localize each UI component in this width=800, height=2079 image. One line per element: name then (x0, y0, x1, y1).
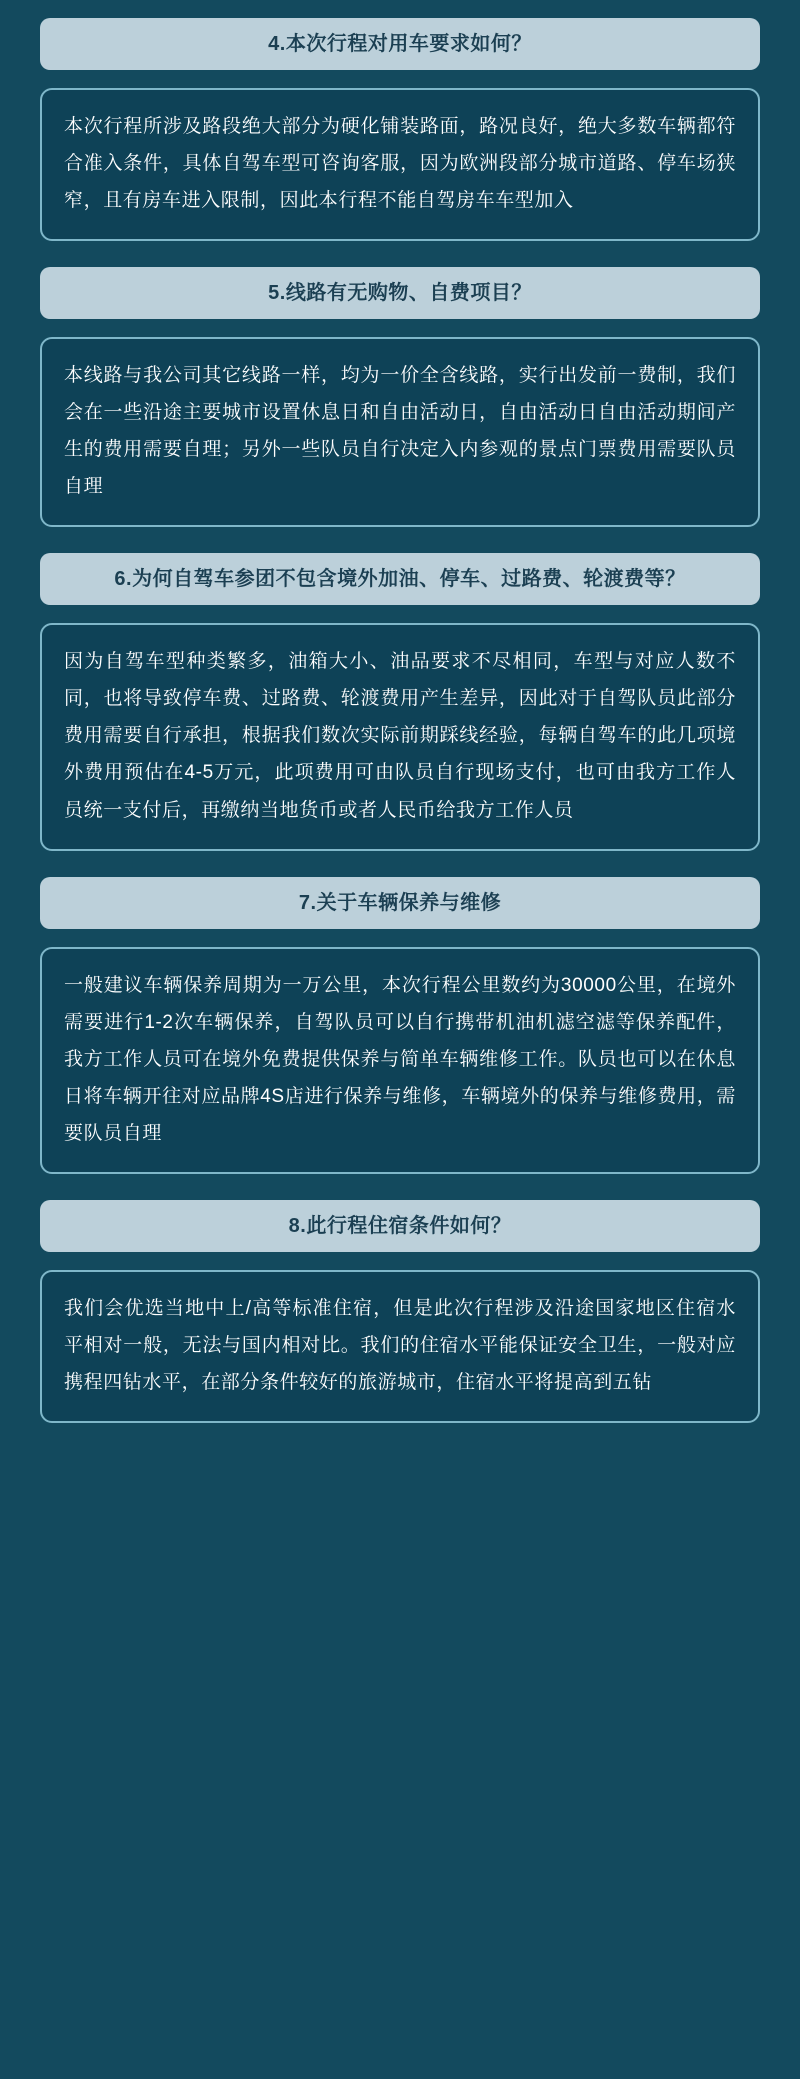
faq-answer: 本次行程所涉及路段绝大部分为硬化铺装路面，路况良好，绝大多数车辆都符合准入条件，具体自驾车型可咨询客服，因为欧洲段部分城市道路、停车场狭窄，且有房车进入限制，因此本行程不能自驾房车车型加入 (40, 88, 760, 241)
faq-question: 5.线路有无购物、自费项目？ (40, 267, 760, 319)
faq-item (40, 1200, 760, 1423)
faq-item (40, 553, 760, 850)
faq-answer: 因为自驾车型种类繁多，油箱大小、油品要求不尽相同，车型与对应人数不同，也将导致停车费、过路费、轮渡费用产生差异，因此对于自驾队员此部分费用需要自行承担，根据我们数次实际前期踩线经验，每辆自驾车的此几项境外费用预估在4-5万元，此项费用可由队员自行现场支付，也可由我方工作人员统一支付后，再缴纳当地货币或者人民币给我方工作人员 (40, 623, 760, 850)
faq-question: 7.关于车辆保养与维修 (40, 877, 760, 929)
faq-answer: 一般建议车辆保养周期为一万公里，本次行程公里数约为30000公里，在境外需要进行1-2次车辆保养，自驾队员可以自行携带机油机滤空滤等保养配件，我方工作人员可在境外免费提供保养与简单车辆维修工作。队员也可以在休息日将车辆开往对应品牌4S店进行保养与维修，车辆境外的保养与维修费用，需要队员自理 (40, 947, 760, 1174)
faq-item (40, 267, 760, 527)
faq-question: 4.本次行程对用车要求如何？ (40, 18, 760, 70)
faq-answer: 我们会优选当地中上/高等标准住宿，但是此次行程涉及沿途国家地区住宿水平相对一般，无法与国内相对比。我们的住宿水平能保证安全卫生，一般对应携程四钻水平，在部分条件较好的旅游城市，住宿水平将提高到五钻 (40, 1270, 760, 1423)
faq-question: 6.为何自驾车参团不包含境外加油、停车、过路费、轮渡费等？ (40, 553, 760, 605)
faq-answer: 本线路与我公司其它线路一样，均为一价全含线路，实行出发前一费制，我们会在一些沿途主要城市设置休息日和自由活动日，自由活动日自由活动期间产生的费用需要自理；另外一些队员自行决定入内参观的景点门票费用需要队员自理 (40, 337, 760, 527)
faq-item (40, 877, 760, 1174)
faq-item (40, 18, 760, 241)
faq-question: 8.此行程住宿条件如何？ (40, 1200, 760, 1252)
